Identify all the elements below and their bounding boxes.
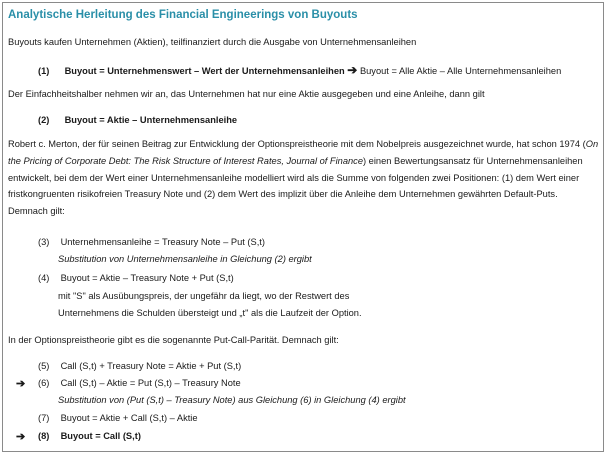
eq1-bold: Buyout = Unternehmenswert – Wert der Unternehmensanleihen <box>64 66 345 76</box>
eq5-text: Call (S,t) + Treasury Note = Aktie + Put (S,t) <box>60 361 242 371</box>
eq7-text: Buyout = Aktie + Call (S,t) – Aktie <box>60 413 198 423</box>
simplify-text: Der Einfachheitshalber nehmen wir an, das Unternehmen hat nur eine Aktie ausgegeben und eine Anleihe, dann gilt <box>8 89 485 99</box>
equation-6 <box>38 379 241 388</box>
merton-paragraph <box>8 136 600 220</box>
eq4-text: Buyout = Aktie – Treasury Note + Put (S,t) <box>60 273 234 283</box>
equation-7 <box>38 414 198 423</box>
eq6-number: (6) <box>38 378 50 388</box>
merton-part2: ) einen Bewertungsansatz für Unternehmensanleihen entwickelt, bei dem der Wert einer Unternehmensanleihe modelliert wird als die Summe von folgenden zwei Positionen: (1) dem Wert einer fristkongruenten risikofreien Treasury Note und (2) dem Wert des implizit über die Anleihe dem Unternehmen gewährten Default-Puts. Demnach gilt: <box>8 155 583 217</box>
eq8-text: Buyout = Call (S,t) <box>60 431 141 441</box>
eq3-number: (3) <box>38 237 50 247</box>
equation-1 <box>38 64 561 76</box>
eq4-note-2: Unternehmens die Schulden übersteigt und „t" als die Laufzeit der Option. <box>58 308 362 318</box>
arrow-icon: ➔ <box>347 63 358 77</box>
eq5-number: (5) <box>38 361 50 371</box>
arrow-icon: ➔ <box>16 378 26 390</box>
merton-part1: Robert c. Merton, der für seinen Beitrag zur Entwicklung der Optionspreistheorie mit dem Nobelpreis ausgezeichnet wurde, hat schon 1974 ( <box>8 139 586 149</box>
equation-5 <box>38 362 241 371</box>
eq2-number: (2) <box>38 115 50 125</box>
equation-2 <box>38 116 237 125</box>
page-title: Analytische Herleitung des Financial Engineerings von Buyouts <box>8 9 358 21</box>
eq1-rest: Buyout = Alle Aktie – Alle Unternehmensanleihen <box>359 66 562 76</box>
equation-3 <box>38 238 265 247</box>
equation-4 <box>38 274 234 283</box>
parity-text: In der Optionspreistheorie gibt es die sogenannte Put-Call-Parität. Demnach gilt: <box>8 335 339 345</box>
eq8-number: (8) <box>38 431 50 441</box>
eq6-note: Substitution von (Put (S,t) – Treasury Note) aus Gleichung (6) in Gleichung (4) ergibt <box>58 395 406 405</box>
eq3-note: Substitution von Unternehmensanleihe in Gleichung (2) ergibt <box>58 254 312 264</box>
eq2-text: Buyout = Aktie – Unternehmensanleihe <box>64 115 238 125</box>
arrow-icon: ➔ <box>16 431 26 443</box>
eq3-text: Unternehmensanleihe = Treasury Note – Put (S,t) <box>60 237 265 247</box>
eq1-number: (1) <box>38 66 50 76</box>
eq6-text: Call (S,t) – Aktie = Put (S,t) – Treasury Note <box>60 378 241 388</box>
merton-citation: On the Pricing of Corporate Debt: The Risk Structure of Interest Rates, Journal of Finance <box>8 139 599 166</box>
equation-8 <box>38 432 141 441</box>
eq4-note-1: mit "S" als Ausübungspreis, der ungefähr da liegt, wo der Restwert des <box>58 291 350 301</box>
eq7-number: (7) <box>38 413 50 423</box>
intro-text: Buyouts kaufen Unternehmen (Aktien), teilfinanziert durch die Ausgabe von Unternehmensanleihen <box>8 37 417 47</box>
eq4-number: (4) <box>38 273 50 283</box>
